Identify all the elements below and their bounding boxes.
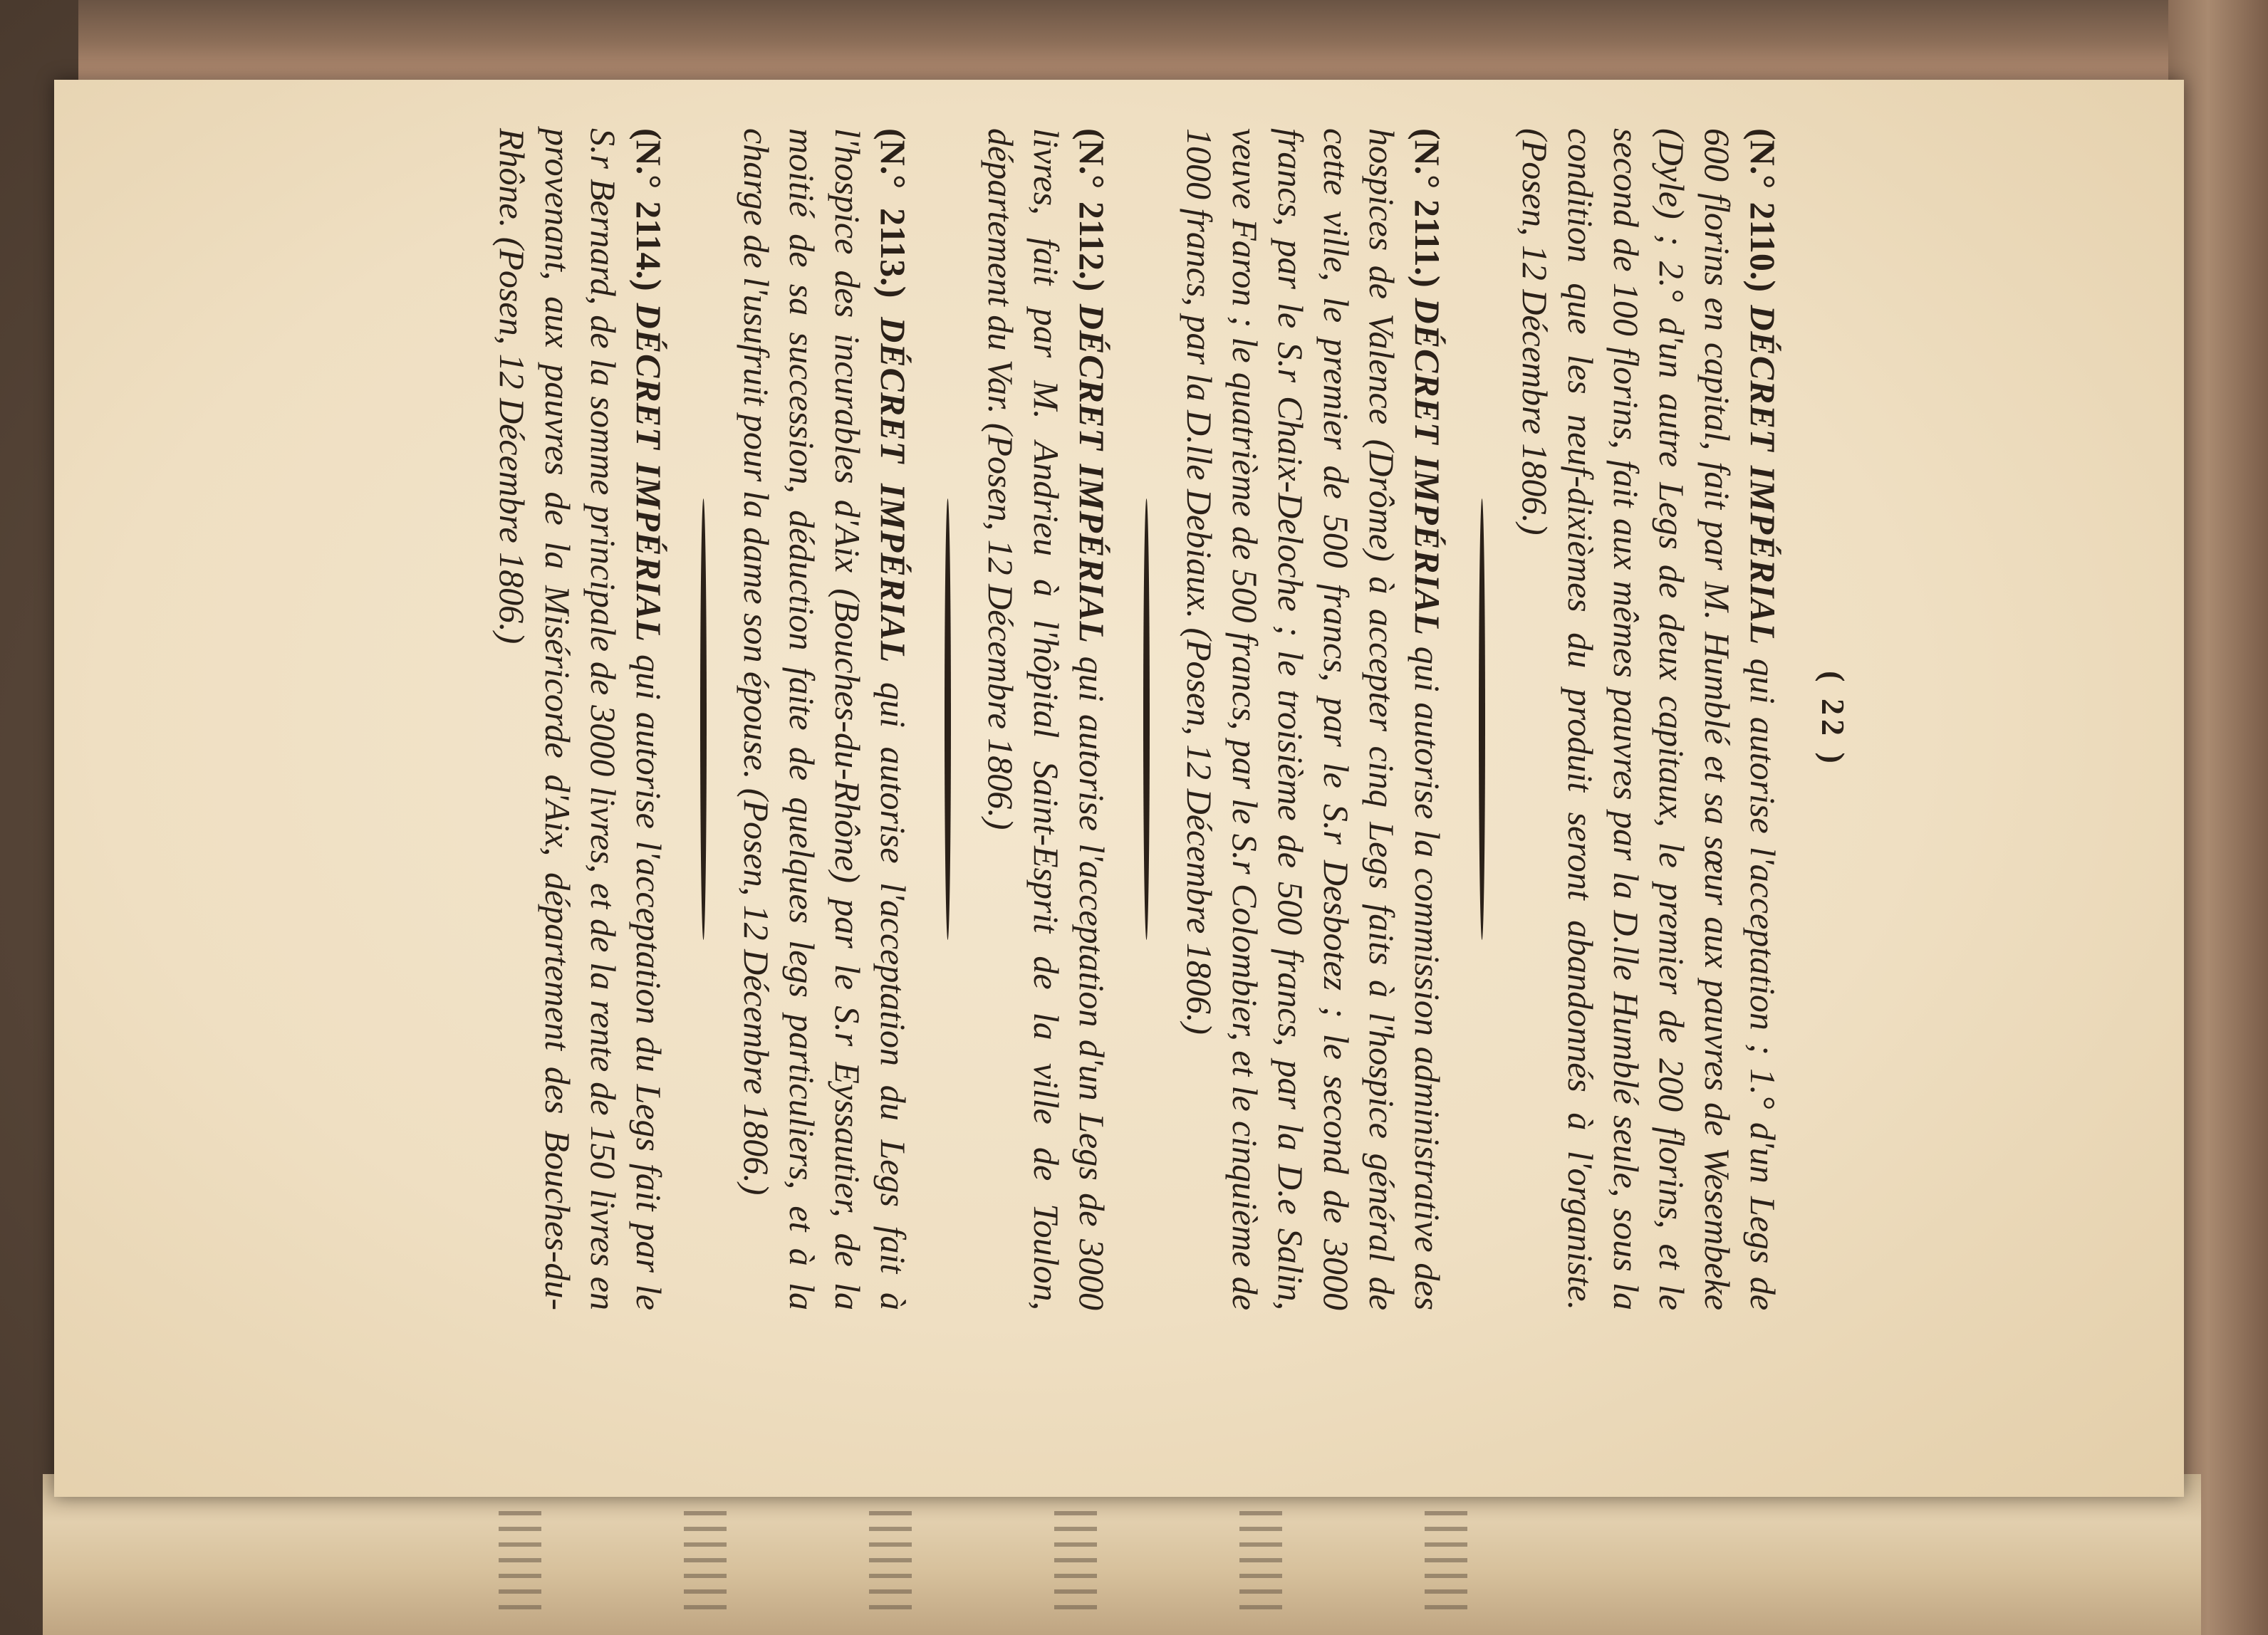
decree-entry-2112 (978, 128, 1115, 1310)
decree-entry-2111 (1177, 128, 1450, 1310)
separator-rule (945, 498, 951, 940)
facing-page-text-fragments (499, 1503, 2066, 1624)
decree-entry-2114 (489, 128, 672, 1310)
decree-number: (N.° 2113.) (873, 128, 913, 298)
decree-number: (N.° 2112.) (1072, 128, 1112, 292)
decree-number: (N.° 2114.) (629, 128, 669, 291)
page-number: ( 22 ) (1815, 671, 1851, 768)
decree-entry-2113 (734, 128, 916, 1310)
text-fragment (1425, 1503, 1467, 1609)
decree-heading: DÉCRET IMPÉRIAL (1072, 303, 1112, 644)
page-content (264, 128, 1852, 1310)
decree-heading: DÉCRET IMPÉRIAL (873, 317, 913, 664)
decree-entry-2110 (1512, 128, 1786, 1310)
separator-rule (700, 498, 707, 940)
decree-number: (N.° 2111.) (1408, 128, 1447, 288)
decree-number: (N.° 2110.) (1743, 128, 1783, 292)
text-fragment (1054, 1503, 1097, 1609)
text-fragment (499, 1503, 541, 1609)
separator-rule (1143, 498, 1150, 940)
decree-heading: DÉCRET IMPÉRIAL (629, 303, 669, 643)
separator-rule (1479, 498, 1485, 940)
text-fragment (684, 1503, 727, 1609)
decree-heading: DÉCRET IMPÉRIAL (1408, 298, 1447, 636)
decree-text: qui autorise l'acceptation ; 1.° d'un Legs de 600 florins en capital, fait par M. Humblé et sa sœur aux pauvres de Wesembeke (Dyle) ; 2.° d'un autre Legs de deux capitaux, le premier de 200 florins, et le second de 100 florins, fait aux mêmes pauvres par la D.lle Humblé seule, sous la condition que les neuf-dixièmes du produit seront abandonnés à l'organiste. (Posen, 12 Décembre 1806.) (1515, 128, 1783, 1311)
decree-text: qui autorise l'acceptation d'un Legs de 3000 livres, fait par M. Andrieu à l'hôpital Saint-Esprit de la ville de Toulon, département du Var. (Posen, 12 Décembre 1806.) (981, 128, 1112, 1311)
decree-text: qui autorise la commission administrative des hospices de Valence (Drôme) à accepter cinq Legs faits à l'hospice général de cette ville, le premier de 500 francs, par le S.r Desbotez ; le second de 3000 francs, par le S.r Chaix-Deloche ; le troisième de 500 francs, par la D.e Salin, veuve Faron ; le quatrième de 500 francs, par le S.r Colombier, et le cinquième de 1000 francs, par la D.lle Debiaux. (Posen, 12 Décembre 1806.) (1180, 128, 1447, 1311)
text-fragment (869, 1503, 912, 1609)
decree-text: qui autorise l'acceptation du Legs fait à l'hospice des incurables d'Aix (Bouches-du-Rhône) par le S.r Eyssautier, de la moitié de sa succession, déduction faite de quelques legs particuliers, et à la charge de l'usufruit pour la dame son épouse. (Posen, 12 Décembre 1806.) (737, 128, 913, 1310)
decree-heading: DÉCRET IMPÉRIAL (1743, 305, 1783, 646)
decree-text: qui autorise l'acceptation du Legs fait par le S.r Bernard, de la somme principale de 3000 livres, et de la rente de 150 livres en provenant, aux pauvres de la Miséricorde d'Aix, département des Bouches-du-Rhône. (Posen, 12 Décembre 1806.) (492, 128, 669, 1310)
text-fragment (1239, 1503, 1282, 1609)
book-cover-top-edge (78, 0, 2187, 93)
